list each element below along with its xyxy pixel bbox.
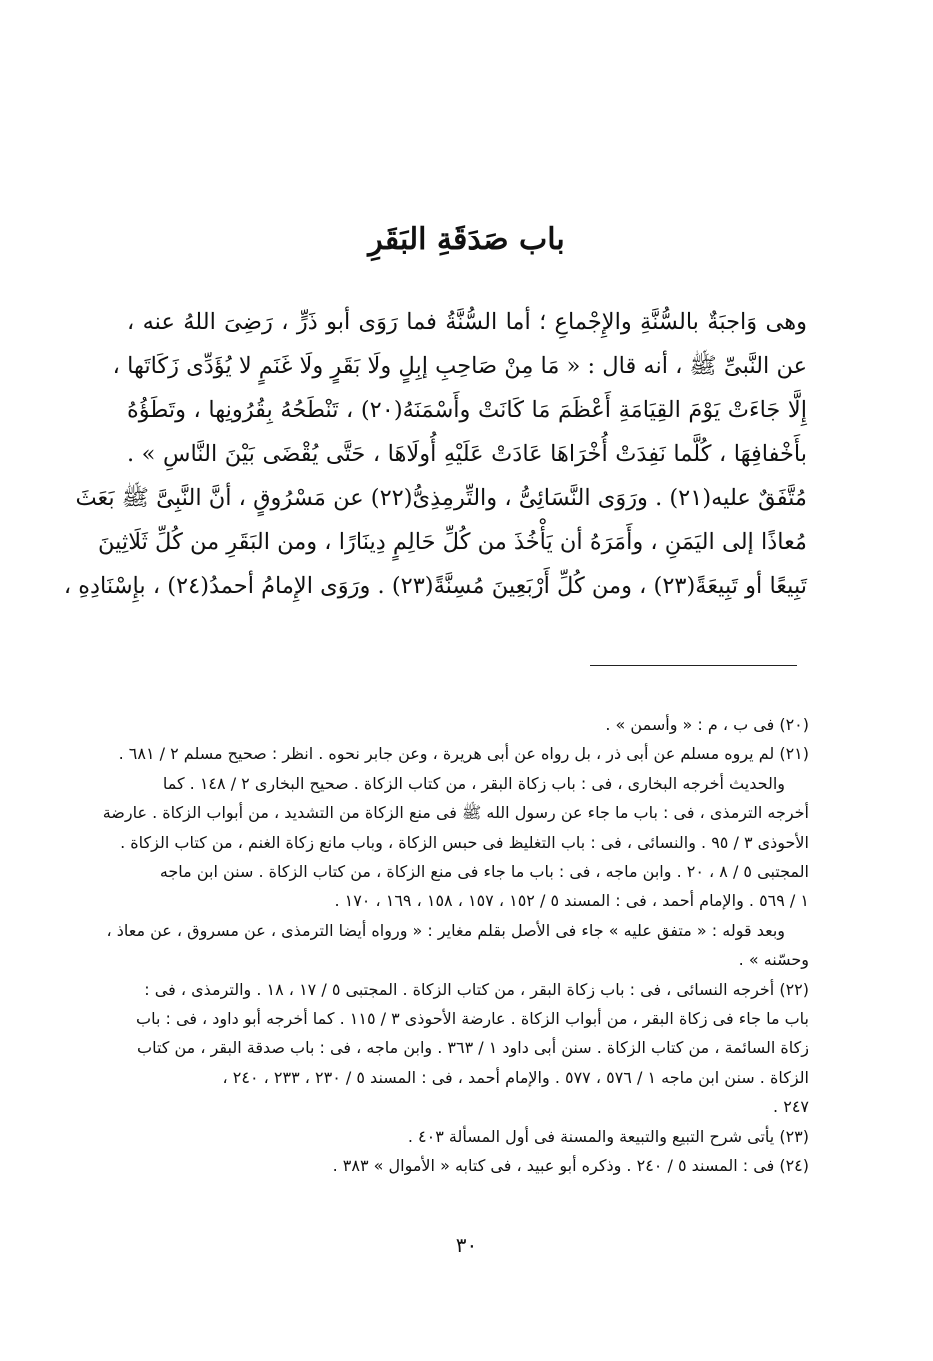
- footnote-line: (٢٠) فى ب ، م : « وأسمن » .: [605, 715, 809, 734]
- footnote-24: [127, 1151, 809, 1180]
- footnote-line: وبعد قوله : « متفق عليه » جاء فى الأصل بقلم مغاير : « ورواه أيضا الترمذى ، عن مسروق ، عن معاذ ،: [106, 920, 785, 940]
- footnote-line: أخرجه الترمذى ، فى : باب ما جاء عن رسول الله ﷺ فى منع الزكاة من التشديد ، من أبواب الزكاة . عارضة: [102, 803, 809, 823]
- footnote-line: والحديث أخرجه البخارى ، فى : باب زكاة البقر ، من كتاب الزكاة . صحيح البخارى ٢ / ١٤٨ . كما: [162, 773, 785, 793]
- main-text: [63, 300, 807, 608]
- footnote-line: ١ / ٥٦٩ . والإمام أحمد ، فى : المسند ٥ / ١٥٢ ، ١٥٧ ، ١٥٨ ، ١٦٩ ، ١٧٠ .: [334, 891, 809, 911]
- footnotes: [102, 710, 809, 1181]
- body-line: مُعاذًا إلى اليَمَنِ ، وأَمَرَهُ أن يَأْخُذَ من كُلِّ حَالِمٍ دِينَارًا ، ومن البَقَرِ من كُلِّ ثَلَاثِينَ: [98, 529, 807, 555]
- body-line: وهى وَاجبَةٌ بالسُّنَّةِ والإِجْماعِ ؛ أما السُّنَّةُ فما رَوَى أبو ذَرٍّ ، رَضِىَ اللهُ عنه ،: [127, 309, 807, 335]
- footnote-22: [127, 975, 809, 1122]
- footnote-line: ٢٤٧ .: [773, 1097, 809, 1117]
- footnote-line: باب ما جاء فى زكاة البقر ، من أبواب الزكاة . عارضة الأحوذى ٣ / ١١٥ . كما أخرجه أبو داود ، فى : باب: [136, 1009, 809, 1029]
- footnote-line: وحسّنه » .: [738, 950, 809, 970]
- footnote-23: [127, 1122, 809, 1151]
- body-line: تَبِيعًا أو تَبِيعَةً(٢٣) ، ومن كُلِّ أَرْبَعِينَ مُسِنَّةً(٢٣) . ورَوَى الإِمامُ أحمدُ(٢٤) ، بإِسْنَادِهِ ،: [63, 573, 807, 599]
- page-number: ٣٠: [455, 1233, 478, 1257]
- footnote-line: (٢٢) أخرجه النسائى ، فى : باب زكاة البقر ، من كتاب الزكاة . المجتبى ٥ / ١٧ ، ١٨ . والترمذى ، فى :: [144, 979, 809, 999]
- footnote-line: زكاة السائمة ، من كتاب الزكاة . سنن أبى داود ١ / ٣٦٣ . وابن ماجه ، فى : باب صدقة البقر ، من كتاب: [137, 1038, 809, 1058]
- footnote-line: (٢١) لم يروه مسلم عن أبى ذر ، بل رواه عن أبى هريرة ، وعن جابر نحوه . انظر : صحيح مسلم ٢ / ٦٨١ .: [118, 744, 809, 764]
- footnote-line: الزكاة . سنن ابن ماجه ١ / ٥٧٦ ، ٥٧٧ . والإمام أحمد ، فى : المسند ٥ / ٢٣٠ ، ٢٣٣ ، ٢٤٠ ،: [222, 1067, 809, 1087]
- body-line: مُتَّفَقٌ عليه(٢١) . ورَوَى النَّسَائِىُّ ، والتِّرمِذِىُّ(٢٢) عن مَسْرُوقٍ ، أنَّ النَّبِىَّ ﷺ بَعَثَ: [75, 485, 807, 511]
- body-line: بأَخْفافِهَا ، كُلَّما نَفِدَتْ أُخْرَاهَا عَادَتْ عَلَيْهِ أُولَاهَا ، حَتَّى يُقْضَى بَيْنَ النَّاسِ » .: [127, 441, 807, 467]
- body-line: عن النَّبىِّ ﷺ ، أنه قال : « مَا مِنْ صَاحِبِ إبِلٍ ولَا بَقَرٍ ولَا غَنَمٍ لا يُؤَدِّى زَكَاتَها ،: [112, 353, 807, 379]
- body-line: إِلَّا جَاءَتْ يَوْمَ القِيَامَةِ أَعْظَمَ مَا كَانَتْ وأَسْمَنَهُ(٢٠) ، تَنْطَحُهُ بِقُرُونِها ، وتَطَؤُهُ: [127, 397, 807, 423]
- footnote-line: المجتبى ٥ / ٨ ، ٢٠ . وابن ماجه ، فى : باب ما جاء فى منع الزكاة ، من كتاب الزكاة . سنن ابن ماجه: [159, 862, 809, 882]
- footnote-21: [102, 739, 809, 974]
- footnote-line: الأحوذى ٣ / ٩٥ . والنسائى ، فى : باب التغليظ فى حبس الزكاة ، وباب مانع زكاة الغنم ، من كتاب الزكاة .: [120, 832, 809, 852]
- footnote-divider: [590, 665, 797, 666]
- footnote-20: [127, 710, 809, 739]
- footnote-line: (٢٤) فى : المسند ٥ / ٢٤٠ . وذكره أبو عبيد ، فى كتابه « الأموال » ٣٨٣ .: [332, 1156, 809, 1176]
- chapter-title: باب صَدَقَةِ البَقَرِ: [368, 222, 565, 257]
- footnote-line: (٢٣) يأتى شرح التبيع والتبيعة والمسنة فى أول المسألة ٤٠٣ .: [407, 1126, 809, 1146]
